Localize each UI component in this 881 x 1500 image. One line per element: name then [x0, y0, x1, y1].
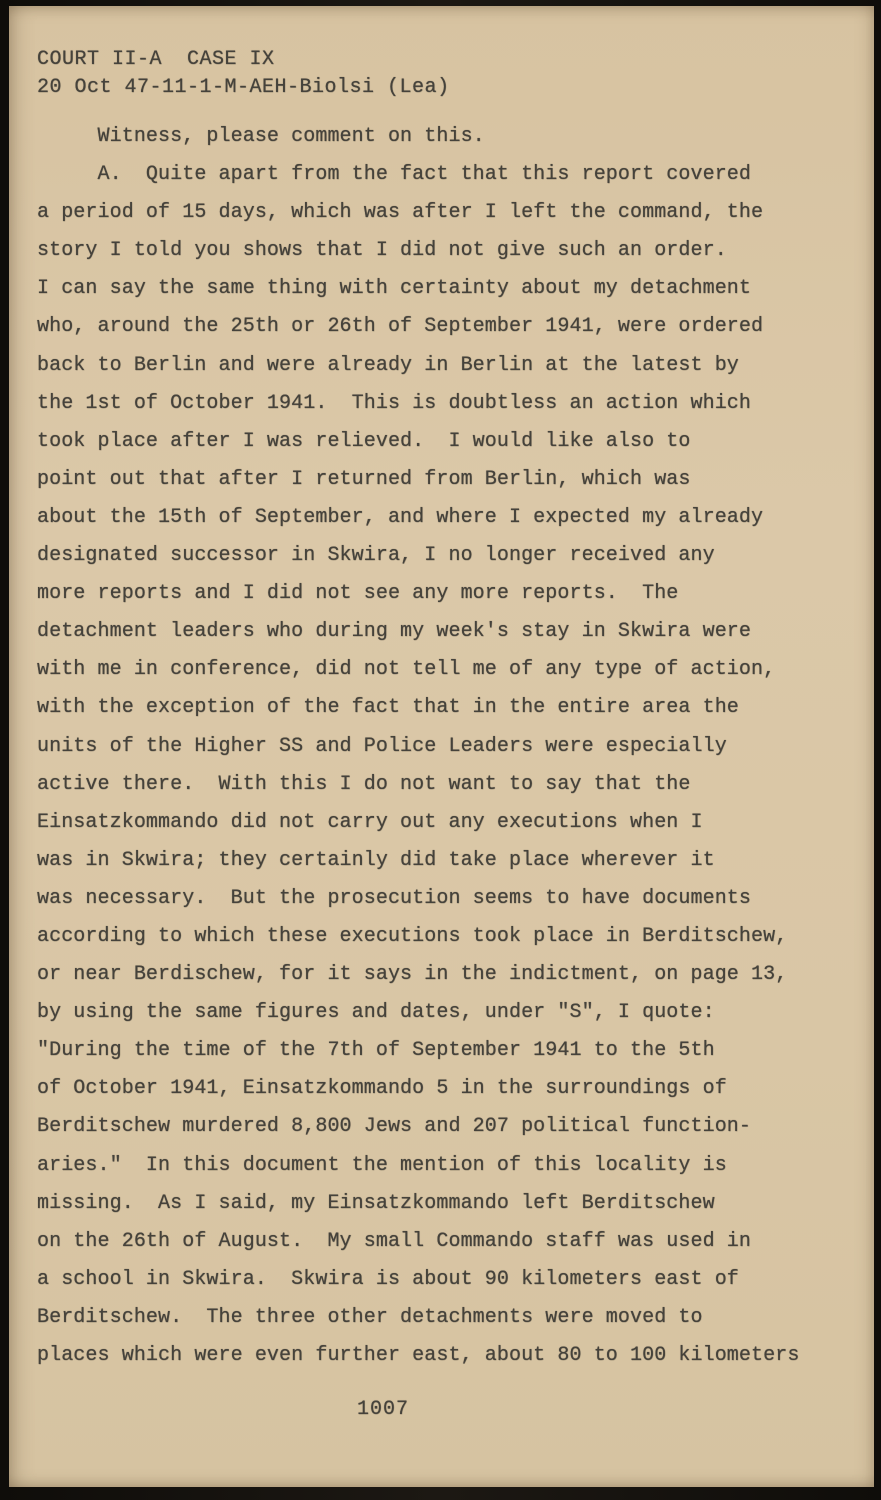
text-line: was necessary. But the prosecution seems to have documents	[37, 886, 752, 910]
text-line: story I told you shows that I did not give such an order.	[37, 239, 727, 263]
text-line: Berditschew murdered 8,800 Jews and 207 political function-	[37, 1115, 752, 1139]
text-line: Witness, please comment on this.	[37, 125, 485, 148]
text-line: units of the Higher SS and Police Leaders were especially	[37, 734, 727, 758]
text-line: on the 26th of August. My small Commando staff was used in	[37, 1229, 752, 1253]
text-line: places which were even further east, about 80 to 100 kilometers	[37, 1344, 800, 1367]
text-line: took place after I was relieved. I would like also to	[37, 429, 691, 453]
text-line: who, around the 25th or 26th of September 1941, were ordered	[37, 315, 764, 339]
text-line: designated successor in Skwira, I no longer received any	[37, 544, 715, 568]
text-line: missing. As I said, my Einsatzkommando left Berditschew	[37, 1191, 715, 1215]
text-line: a period of 15 days, which was after I left the command, the	[37, 201, 764, 225]
text-line: "During the time of the 7th of September 1941 to the 5th	[37, 1039, 715, 1063]
page-content	[9, 6, 874, 1425]
page-number: 1007	[357, 1398, 410, 1422]
text-line: a school in Skwira. Skwira is about 90 kilometers east of	[37, 1267, 739, 1291]
text-line: with me in conference, did not tell me of any type of action,	[37, 658, 776, 682]
text-line: A. Quite apart from the fact that this report covered	[37, 163, 752, 187]
text-line: was in Skwira; they certainly did take place wherever it	[37, 848, 715, 872]
text-line: I can say the same thing with certainty about my detachment	[37, 277, 752, 301]
transcript-body	[37, 118, 874, 1375]
text-line: active there. With this I do not want to say that the	[37, 772, 691, 796]
text-line: according to which these executions took place in Berditschew,	[37, 924, 788, 948]
text-line: Berditschew. The three other detachments were moved to	[37, 1305, 703, 1329]
header-case-line: COURT II-A CASE IX	[37, 48, 275, 71]
text-line: point out that after I returned from Berlin, which was	[37, 467, 691, 491]
text-line: the 1st of October 1941. This is doubtless an action which	[37, 391, 752, 415]
text-line: Einsatzkommando did not carry out any executions when I	[37, 810, 703, 834]
text-line: by using the same figures and dates, under "S", I quote:	[37, 1001, 715, 1025]
text-line: aries." In this document the mention of this locality is	[37, 1153, 727, 1177]
text-line: or near Berdischew, for it says in the indictment, on page 13,	[37, 963, 788, 987]
document-page	[9, 6, 874, 1487]
page-header	[37, 46, 874, 102]
text-line: detachment leaders who during my week's stay in Skwira were	[37, 620, 752, 644]
text-line: back to Berlin and were already in Berlin at the latest by	[37, 353, 739, 377]
text-line: about the 15th of September, and where I expected my already	[37, 505, 764, 529]
text-line: of October 1941, Einsatzkommando 5 in the surroundings of	[37, 1077, 727, 1101]
text-line: more reports and I did not see any more reports. The	[37, 582, 679, 606]
header-date-line: 20 Oct 47-11-1-M-AEH-Biolsi (Lea)	[37, 76, 450, 99]
text-line: with the exception of the fact that in the entire area the	[37, 696, 739, 720]
